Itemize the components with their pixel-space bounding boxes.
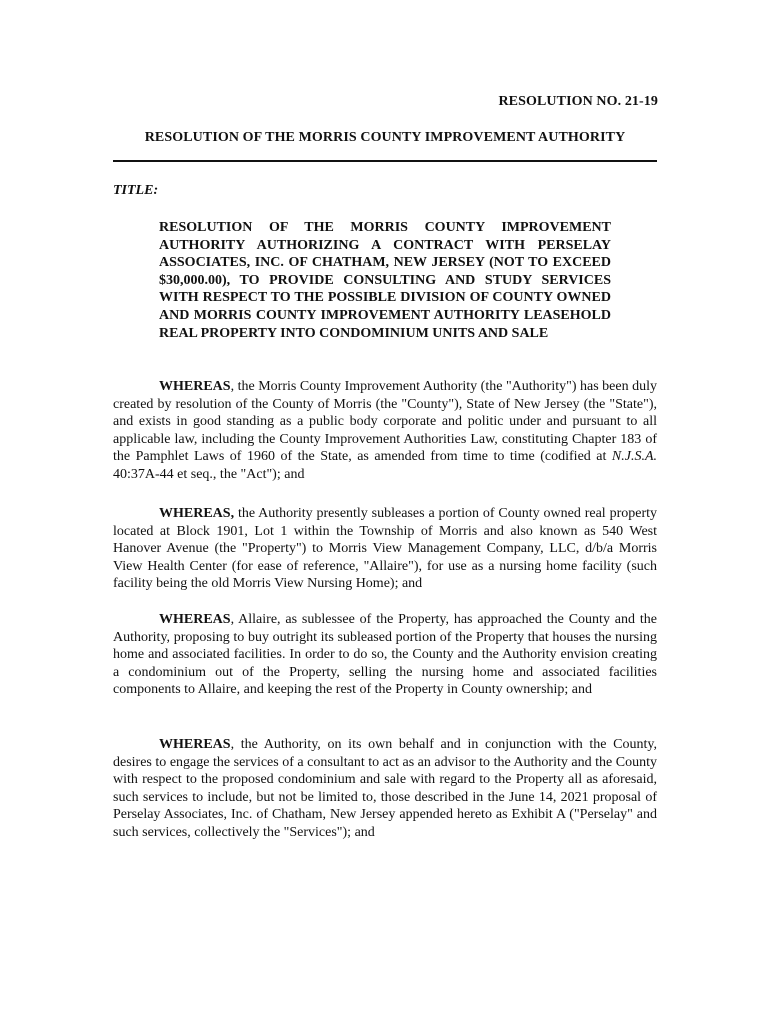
resolution-title: RESOLUTION OF THE MORRIS COUNTY IMPROVEMENT AUTHORITY AUTHORIZING A CONTRACT WITH PERSELAY ASSOCIATES, INC. OF CHATHAM, NEW JERSEY (NOT TO EXCEED $30,000.00), TO PROVIDE CONSULTING AND STUDY SERVICES WITH RESPECT TO THE POSSIBLE DIVISION OF COUNTY OWNED AND MORRIS COUNTY IMPROVEMENT AUTHORITY LEASEHOLD REAL PROPERTY INTO CONDOMINIUM UNITS AND SALE bbox=[159, 220, 611, 341]
resolution-heading: RESOLUTION OF THE MORRIS COUNTY IMPROVEMENT AUTHORITY bbox=[144, 130, 626, 145]
whereas-lead: WHEREAS bbox=[159, 612, 231, 627]
whereas-lead: WHEREAS bbox=[159, 737, 231, 752]
paragraph-text: 40:37A-44 et seq., the "Act"); and bbox=[113, 466, 305, 482]
whereas-paragraph-4 bbox=[113, 736, 657, 842]
whereas-lead: WHEREAS, bbox=[159, 506, 235, 521]
paragraph-text: , the Morris County Improvement Authority (the "Authority") has been duly created by resolution of the County of Morris (the "County"), State of New Jersey (the "State"), and exists in good standing as a public body corporate and politic under and pursuant to all applicable law, including the County Improvement Authorities Law, constituting Chapter 183 of the Pamphlet Laws of 1960 of the State, as amended from time to time (codified at bbox=[113, 379, 657, 465]
title-label: TITLE: bbox=[113, 183, 159, 198]
statute-citation: N.J.S.A. bbox=[611, 449, 657, 465]
whereas-paragraph-1 bbox=[113, 378, 657, 484]
paragraph-text: , the Authority, on its own behalf and in conjunction with the County, desires to engage the services of a consultant to act as an advisor to the Authority and the County with respect to the proposed condominium and sale with regard to the Property all as aforesaid, such services to include, but not be limited to, those described in the June 14, 2021 proposal of Perselay Associates, Inc. of Chatham, New Jersey appended hereto as Exhibit A ("Perselay" and such services, collectively the "Services"); and bbox=[113, 737, 657, 840]
paragraph-text: the Authority presently subleases a portion of County owned real property located at Block 1901, Lot 1 within the Township of Morris and also known as 540 West Hanover Avenue (the "Property") to Morris View Management Company, LLC, d/b/a Morris View Health Center (for ease of reference, "Allaire"), for use as a nursing home facility (such facility being the old Morris View Nursing Home); and bbox=[113, 506, 657, 592]
resolution-number: RESOLUTION NO. 21-19 bbox=[498, 94, 658, 109]
paragraph-text: , Allaire, as sublessee of the Property, has approached the County and the Authority, proposing to buy outright its subleased portion of the Property that houses the nursing home and associated facilities. In order to do so, the County and the Authority envision creating a condominium out of the Property, selling the nursing home and associated facilities components to Allaire, and keeping the rest of the Property in County ownership; and bbox=[113, 612, 657, 698]
heading-divider bbox=[113, 160, 657, 162]
whereas-lead: WHEREAS bbox=[159, 379, 231, 394]
whereas-paragraph-2 bbox=[113, 505, 657, 593]
whereas-paragraph-3 bbox=[113, 611, 657, 699]
